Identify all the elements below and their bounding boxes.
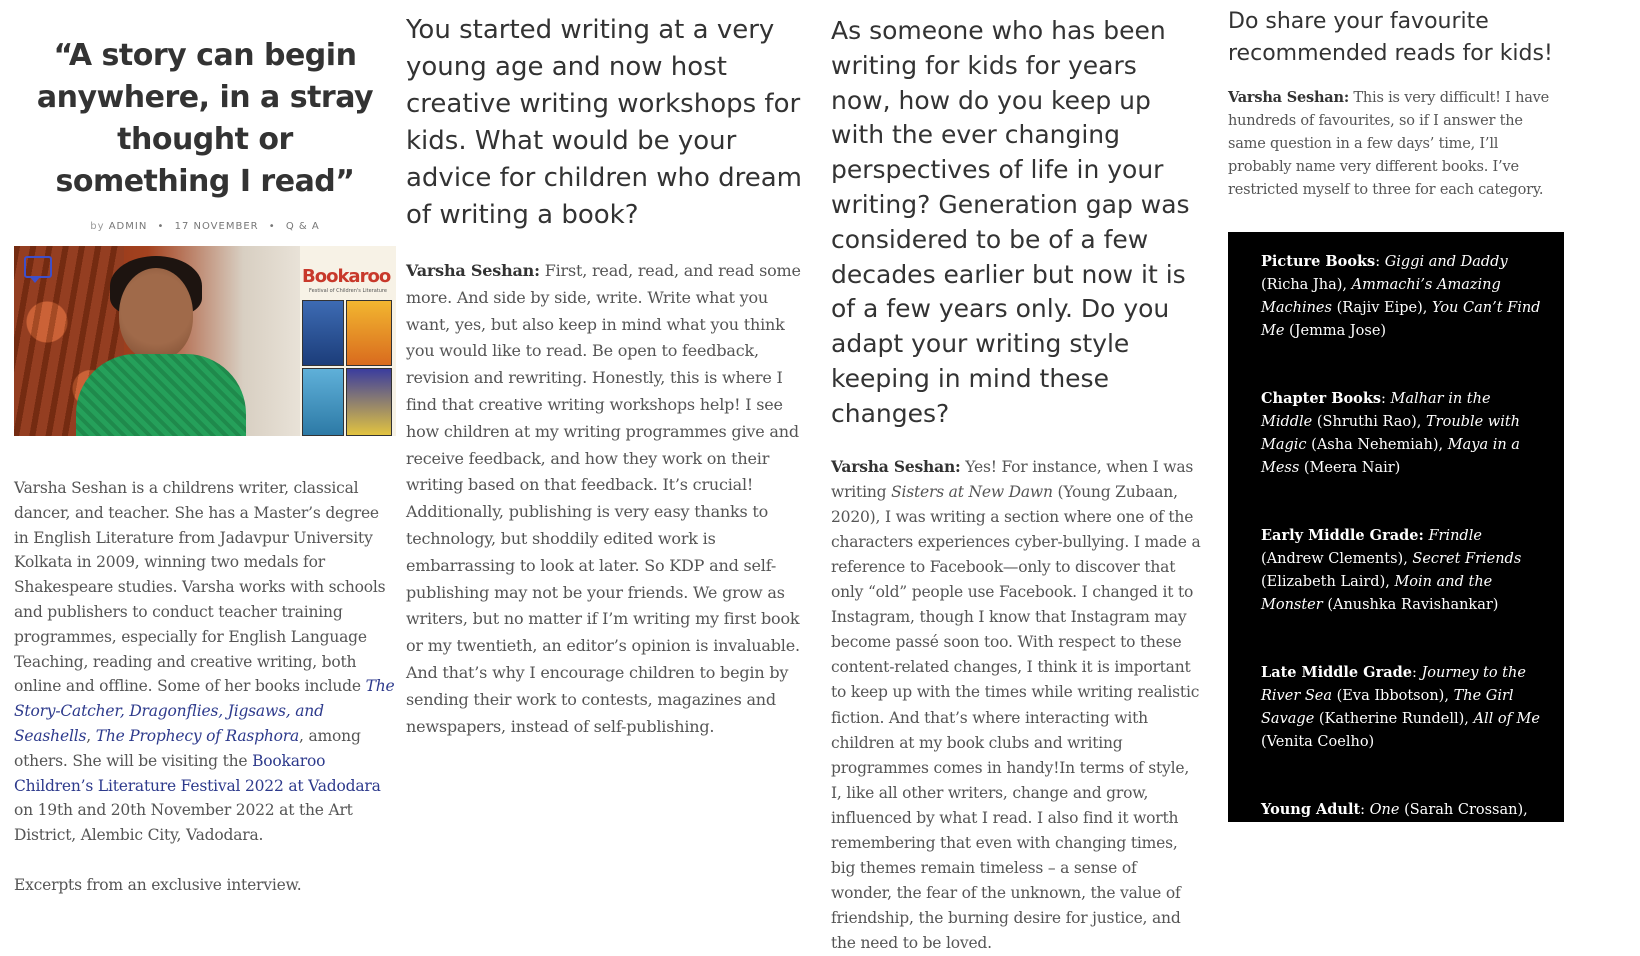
rec-book: Frindle	[1428, 528, 1482, 544]
qa-column-recommendations	[1228, 0, 1564, 887]
answer-text: This is very difficult! I have hundreds of favourites, so if I answer the same question in a few days’ time, I’ll probably name very different books. I’ve restricted myself to three for each category.	[1228, 90, 1550, 198]
rec-book: Ammachi’s Amazing Machines	[1261, 277, 1501, 316]
meta-separator: •	[157, 221, 165, 232]
interview-answer	[1228, 86, 1564, 202]
rec-author: (Himanjali Sankar)	[1261, 848, 1487, 887]
article-column-intro	[14, 0, 396, 894]
interview-answer	[831, 454, 1201, 956]
rec-author: (Sarah Crossan),	[1404, 802, 1528, 818]
rec-category: Chapter Books	[1261, 390, 1382, 407]
rec-author: (Shruthi Rao),	[1316, 414, 1422, 430]
book-cover	[346, 368, 392, 436]
rec-book: The Girl Savage	[1261, 688, 1514, 727]
qa-column-perspectives	[831, 0, 1201, 956]
rec-book: Trouble with Magic	[1261, 414, 1521, 453]
rec-author: (Elizabeth Laird),	[1261, 574, 1390, 590]
answer-text: (Young Zubaan, 2020), I was writing a section where one of the characters experiences cyber-bullying. I made a reference to Facebook—only to discover that only “old” people use Facebook. I changed it to Instagram, though I know that Instagram may become passé soon too. With respect to these content-related changes, I think it is important to keep up with the times while writing realistic fiction. And that’s where interacting with children at my book clubs and writing programmes comes in handy!In terms of style, I, like all other writers, change and grow, influenced by what I read. I also find it worth remembering that even with changing times, big themes remain timeless – a sense of wonder, the fear of the unknown, the value of friendship, the burning desire for justice, and the need to be loved.	[831, 482, 1201, 953]
rec-book: All of Me	[1473, 711, 1540, 727]
rec-colon: :	[1375, 254, 1381, 270]
rec-book: Giggi and Daddy	[1384, 254, 1508, 270]
recommendation-item	[1261, 387, 1542, 480]
rec-author: (Eva Ibbotson),	[1336, 688, 1449, 704]
meta-category-link[interactable]: Q & A	[285, 221, 320, 232]
meta-by: by	[90, 221, 105, 232]
book-cover	[346, 300, 392, 366]
bio-text: Varsha Seshan is a childrens writer, classical dancer, and teacher. She has a Master’s degree in English Literature from Jadavpur University Kolkata in 2009, winning two medals for Shakespeare studies. Varsha works with schools and publishers to conduct teacher training programmes, especially for English Language Teaching, reading and creative writing, both online and offline. Some of her books include	[14, 479, 386, 696]
book-cover	[302, 368, 344, 436]
rec-author: (Meera Nair)	[1303, 460, 1401, 476]
rec-book: One	[1369, 802, 1400, 818]
rec-author: (Richa Jha),	[1261, 277, 1347, 293]
rec-author: (Jemma Jose)	[1289, 323, 1387, 339]
recommendation-item	[1261, 798, 1542, 891]
photo-green-dress	[76, 354, 246, 436]
rec-book: Journey to the River Sea	[1261, 665, 1526, 704]
author-photo	[14, 246, 396, 436]
meta-date: 17 NOVEMBER	[174, 221, 259, 232]
photo-face	[119, 268, 193, 360]
interview-question: Do share your favourite recommended reads for kids!	[1228, 9, 1553, 66]
festival-poster	[300, 246, 396, 436]
interview-question: As someone who has been writing for kids for years now, how do you keep up with the ever changing perspectives of life in your writing? Generation gap was considered to be of a few decades earlier but now it is of a few years only. Do you adapt your writing style keeping in mind these changes?	[831, 16, 1190, 428]
rec-colon: :	[1411, 665, 1417, 681]
rec-colon: :	[1381, 391, 1386, 407]
bio-text: on 19th and 20th November 2022 at the Art District, Alembic City, Vadodara.	[14, 801, 353, 845]
answer-speaker: Varsha Seshan:	[406, 261, 540, 280]
rec-author: (Katherine Rundell),	[1318, 711, 1469, 727]
rec-book: Moin and the Monster	[1261, 574, 1493, 613]
rec-category: Young Adult	[1261, 801, 1361, 818]
article-meta	[14, 221, 396, 232]
rec-author: (Asha Nehemiah),	[1311, 437, 1444, 453]
recommendation-item	[1261, 661, 1542, 754]
rec-book: Malhar in the Middle	[1261, 391, 1491, 430]
rec-category: Late Middle Grade	[1261, 664, 1412, 681]
interview-answer	[406, 258, 806, 740]
answer-speaker: Varsha Seshan:	[831, 456, 961, 476]
rec-author: (Anushka Ravishankar)	[1327, 597, 1499, 613]
answer-speaker: Varsha Seshan:	[1228, 89, 1349, 106]
rec-book: Secret Friends	[1412, 551, 1522, 567]
book-link-story-catcher[interactable]: The Story-Catcher,	[14, 677, 395, 721]
interview-question: You started writing at a very young age and now host creative writing workshops for kids. What would be your advice for children who dream of writing a book?	[406, 15, 802, 230]
rec-author: (Venita Coelho)	[1261, 734, 1375, 750]
rec-author: (Andrew Clements),	[1261, 551, 1408, 567]
recommendation-item	[1261, 524, 1542, 617]
rec-book: The Bone Sparrow	[1261, 825, 1398, 841]
bio-separator: ,	[86, 726, 91, 745]
rec-author: (Rajiv Eipe),	[1336, 300, 1428, 316]
book-link-prophecy[interactable]: The Prophecy of Rasphora	[95, 726, 300, 745]
excerpt-note: Excerpts from an exclusive interview.	[14, 875, 302, 894]
rec-book: Talking of Muskaan	[1261, 848, 1406, 864]
book-link-dragonflies[interactable]: Dragonflies, Jigsaws, and Seashells	[14, 702, 324, 745]
bio-text: , among others. She will be visiting the	[14, 726, 361, 770]
recommendations-box	[1228, 232, 1564, 887]
article-title: “A story can begin anywhere, in a stray thought or something I read”	[36, 38, 374, 199]
rec-book: You Can’t Find Me	[1261, 300, 1541, 339]
meta-author-link[interactable]: ADMIN	[108, 221, 148, 232]
qa-column-advice	[406, 0, 806, 740]
meta-separator: •	[268, 221, 276, 232]
rec-author: (Zana Fraillon),	[1402, 825, 1518, 841]
bookaroo-logo-subtitle: Festival of Children's Literature	[309, 288, 387, 294]
rec-category: Early Middle Grade:	[1261, 527, 1424, 544]
rec-book: Maya in a Mess	[1261, 437, 1520, 476]
author-bio	[14, 476, 396, 848]
answer-text: Yes! For instance, when I was writing	[831, 457, 1194, 501]
bookaroo-logo: Bookaroo	[302, 266, 391, 287]
festival-link[interactable]: Bookaroo Children’s Literature Festival 2022 at Vadodara	[14, 751, 381, 795]
answer-text: First, read, read, and read some more. And side by side, write. Write what you want, yes, but also keep in mind what you think you would like to read. Be open to feedback, revision and rewriting. Honestly, this is where I find that creative writing workshops help! I see how children at my writing programmes give and receive feedback, and how they work on their writing based on that feedback. It’s crucial! Additionally, publishing is very easy thanks to technology, but shoddily edited work is embarrassing to look at later. So KDP and self-publishing may not be your friends. We grow as writers, but no matter if I’m writing my first book or my twentieth, an editor’s opinion is invaluable. And that’s why I encourage children to begin by sending their work to contests, magazines and newspapers, instead of self-publishing.	[406, 261, 801, 736]
recommendation-item	[1261, 250, 1542, 343]
comment-icon[interactable]	[24, 256, 52, 278]
rec-category: Picture Books	[1261, 253, 1376, 270]
rec-colon: :	[1360, 802, 1366, 818]
book-title: Sisters at New Dawn	[891, 482, 1053, 501]
book-cover	[302, 300, 344, 366]
